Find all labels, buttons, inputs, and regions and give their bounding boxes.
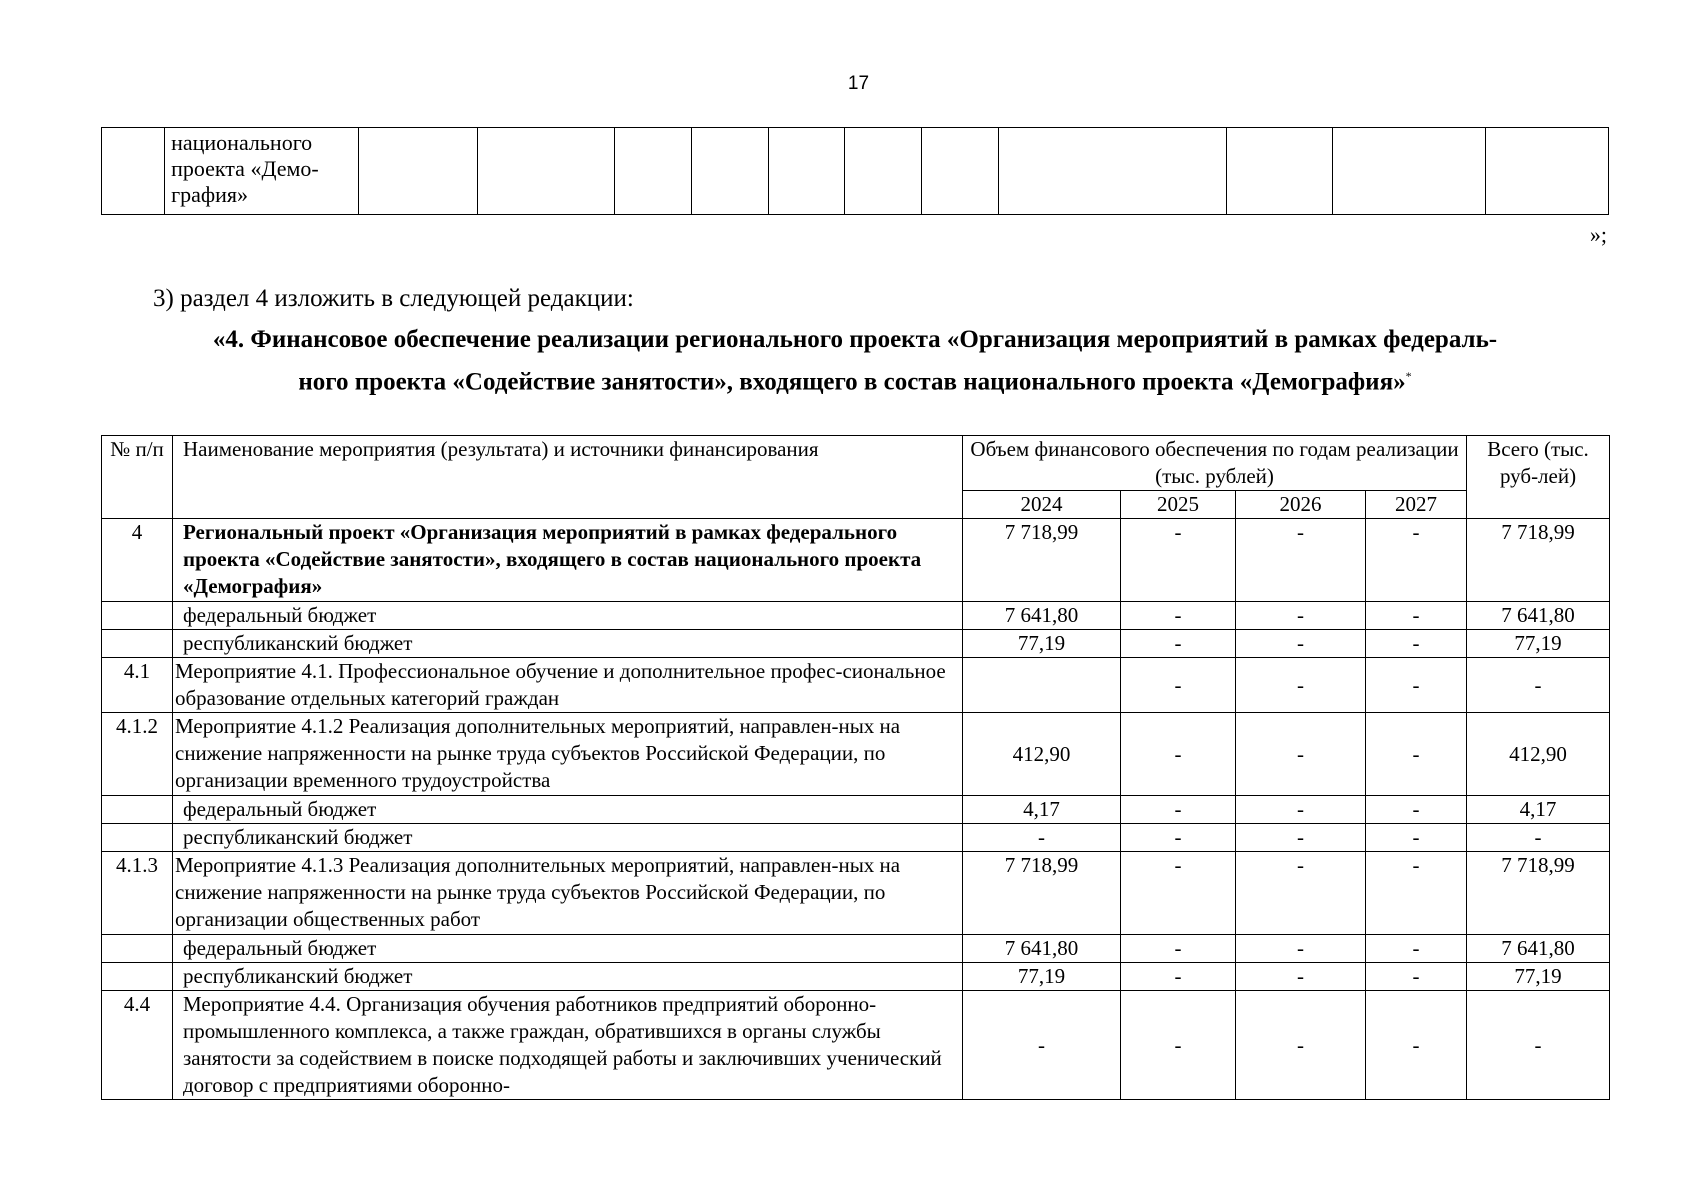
- row-value-2025: -: [1121, 602, 1236, 630]
- row-total: 7 718,99: [1467, 852, 1610, 935]
- edit-instruction: 3) раздел 4 изложить в следующей редакции:: [153, 285, 634, 312]
- section-title-line1: «4. Финансовое обеспечение реализации регионального проекта «Организация мероприятий в рамках федераль-: [212, 326, 1498, 353]
- table-row: [102, 796, 1610, 824]
- row-value-2026: -: [1236, 852, 1366, 935]
- table-row: [102, 128, 1609, 215]
- row-name: республиканский бюджет: [173, 824, 963, 852]
- row-name: Мероприятие 4.4. Организация обучения работников предприятий оборонно-промышленного комплекса, а также граждан, обратившихся в органы службы занятости за содействием в поиске подходящей работы и заключивших ученический договор с предприятиями оборонно-: [173, 991, 963, 1100]
- table-cell: [768, 128, 845, 215]
- table-cell: [1227, 128, 1333, 215]
- row-num: [102, 963, 173, 991]
- fragment-line: национального: [171, 130, 313, 155]
- row-value-2024: -: [963, 824, 1121, 852]
- table-cell: [102, 128, 165, 215]
- row-value-2027: -: [1366, 658, 1467, 713]
- table-cell: [1333, 128, 1485, 215]
- row-value-2027: -: [1366, 935, 1467, 963]
- table-row: [102, 519, 1610, 602]
- header-name: Наименование мероприятия (результата) и источники финансирования: [173, 436, 963, 519]
- row-value-2025: -: [1121, 658, 1236, 713]
- row-value-2027: -: [1366, 796, 1467, 824]
- row-value-2026: -: [1236, 824, 1366, 852]
- row-num: [102, 796, 173, 824]
- row-num: [102, 630, 173, 658]
- header-volume: Объем финансового обеспечения по годам реализации (тыс. рублей): [963, 436, 1467, 491]
- fragment-line: проекта «Демо-: [171, 156, 319, 181]
- table-row: [102, 713, 1610, 796]
- row-total: 77,19: [1467, 630, 1610, 658]
- row-value-2024: 7 641,80: [963, 935, 1121, 963]
- row-value-2024: 77,19: [963, 630, 1121, 658]
- footnote-mark: *: [1405, 369, 1412, 383]
- row-value-2024: 412,90: [963, 713, 1121, 796]
- row-num: 4.1: [102, 658, 173, 713]
- closing-quote: »;: [1589, 222, 1607, 247]
- row-name: федеральный бюджет: [173, 602, 963, 630]
- table-row: [102, 991, 1610, 1100]
- row-value-2025: -: [1121, 991, 1236, 1100]
- section-title-line2-text: ного проекта «Содействие занятости», входящего в состав национального проекта «Демография»: [298, 368, 1406, 396]
- row-value-2025: -: [1121, 963, 1236, 991]
- fragment-name-cell: [165, 128, 359, 215]
- financing-table: [101, 435, 1610, 1100]
- table-row: [102, 630, 1610, 658]
- table-header-row: [102, 436, 1610, 491]
- header-total: Всего (тыс. руб-лей): [1467, 436, 1610, 519]
- row-value-2026: -: [1236, 630, 1366, 658]
- row-name: Мероприятие 4.1. Профессиональное обучение и дополнительное профес-сиональное образование отдельных категорий граждан: [173, 658, 963, 713]
- table-cell: [615, 128, 692, 215]
- row-value-2025: -: [1121, 824, 1236, 852]
- row-name: Мероприятие 4.1.2 Реализация дополнительных мероприятий, направлен-ных на снижение напряженности на рынке труда субъектов Российской Федерации, по организации временного трудоустройства: [173, 713, 963, 796]
- table-row: [102, 602, 1610, 630]
- row-value-2026: -: [1236, 519, 1366, 602]
- row-total: -: [1467, 658, 1610, 713]
- row-value-2026: -: [1236, 602, 1366, 630]
- row-value-2024: [963, 658, 1121, 713]
- table-row: [102, 935, 1610, 963]
- header-year-2026: 2026: [1236, 491, 1366, 519]
- row-name: республиканский бюджет: [173, 630, 963, 658]
- table-row: [102, 824, 1610, 852]
- row-name: Региональный проект «Организация мероприятий в рамках федерального проекта «Содействие занятости», входящего в состав национального проекта «Демография»: [173, 519, 963, 602]
- section-title: [101, 322, 1609, 400]
- row-num: [102, 824, 173, 852]
- row-num: 4.1.3: [102, 852, 173, 935]
- row-value-2024: 7 641,80: [963, 602, 1121, 630]
- header-year-2024: 2024: [963, 491, 1121, 519]
- row-value-2027: -: [1366, 713, 1467, 796]
- row-num: [102, 602, 173, 630]
- row-num: 4.1.2: [102, 713, 173, 796]
- row-total: 7 641,80: [1467, 602, 1610, 630]
- row-name: федеральный бюджет: [173, 935, 963, 963]
- row-name: республиканский бюджет: [173, 963, 963, 991]
- row-total: 77,19: [1467, 963, 1610, 991]
- row-value-2025: -: [1121, 519, 1236, 602]
- row-num: 4: [102, 519, 173, 602]
- row-value-2026: -: [1236, 713, 1366, 796]
- row-total: 412,90: [1467, 713, 1610, 796]
- table-cell: [358, 128, 478, 215]
- header-num: № п/п: [102, 436, 173, 519]
- table-cell: [691, 128, 768, 215]
- row-num: 4.4: [102, 991, 173, 1100]
- row-value-2024: 4,17: [963, 796, 1121, 824]
- row-value-2026: -: [1236, 935, 1366, 963]
- table-row: [102, 852, 1610, 935]
- row-value-2027: -: [1366, 991, 1467, 1100]
- page-number: 17: [847, 73, 870, 94]
- table-cell: [478, 128, 615, 215]
- row-value-2025: -: [1121, 935, 1236, 963]
- table-cell: [922, 128, 999, 215]
- row-value-2024: 7 718,99: [963, 852, 1121, 935]
- row-total: 7 641,80: [1467, 935, 1610, 963]
- previous-table-fragment: [101, 127, 1609, 215]
- row-value-2026: -: [1236, 991, 1366, 1100]
- row-num: [102, 935, 173, 963]
- row-value-2027: -: [1366, 824, 1467, 852]
- row-total: 7 718,99: [1467, 519, 1610, 602]
- row-value-2025: -: [1121, 852, 1236, 935]
- table-cell: [1485, 128, 1608, 215]
- header-year-2027: 2027: [1366, 491, 1467, 519]
- row-total: 4,17: [1467, 796, 1610, 824]
- row-value-2027: -: [1366, 852, 1467, 935]
- row-value-2027: -: [1366, 519, 1467, 602]
- row-value-2027: -: [1366, 963, 1467, 991]
- row-value-2026: -: [1236, 796, 1366, 824]
- row-total: -: [1467, 991, 1610, 1100]
- row-name: федеральный бюджет: [173, 796, 963, 824]
- row-value-2025: -: [1121, 630, 1236, 658]
- row-value-2024: -: [963, 991, 1121, 1100]
- section-title-line2: [101, 358, 1609, 400]
- row-name: Мероприятие 4.1.3 Реализация дополнительных мероприятий, направлен-ных на снижение напряженности на рынке труда субъектов Российской Федерации, по организации общественных работ: [173, 852, 963, 935]
- table-row: [102, 963, 1610, 991]
- table-cell: [845, 128, 922, 215]
- table-cell: [999, 128, 1227, 215]
- fragment-line: графия»: [171, 182, 249, 207]
- row-value-2027: -: [1366, 630, 1467, 658]
- row-value-2026: -: [1236, 963, 1366, 991]
- row-value-2026: -: [1236, 658, 1366, 713]
- row-value-2027: -: [1366, 602, 1467, 630]
- row-value-2025: -: [1121, 713, 1236, 796]
- row-value-2024: 7 718,99: [963, 519, 1121, 602]
- row-total: -: [1467, 824, 1610, 852]
- row-value-2024: 77,19: [963, 963, 1121, 991]
- table-row: [102, 658, 1610, 713]
- header-year-2025: 2025: [1121, 491, 1236, 519]
- row-value-2025: -: [1121, 796, 1236, 824]
